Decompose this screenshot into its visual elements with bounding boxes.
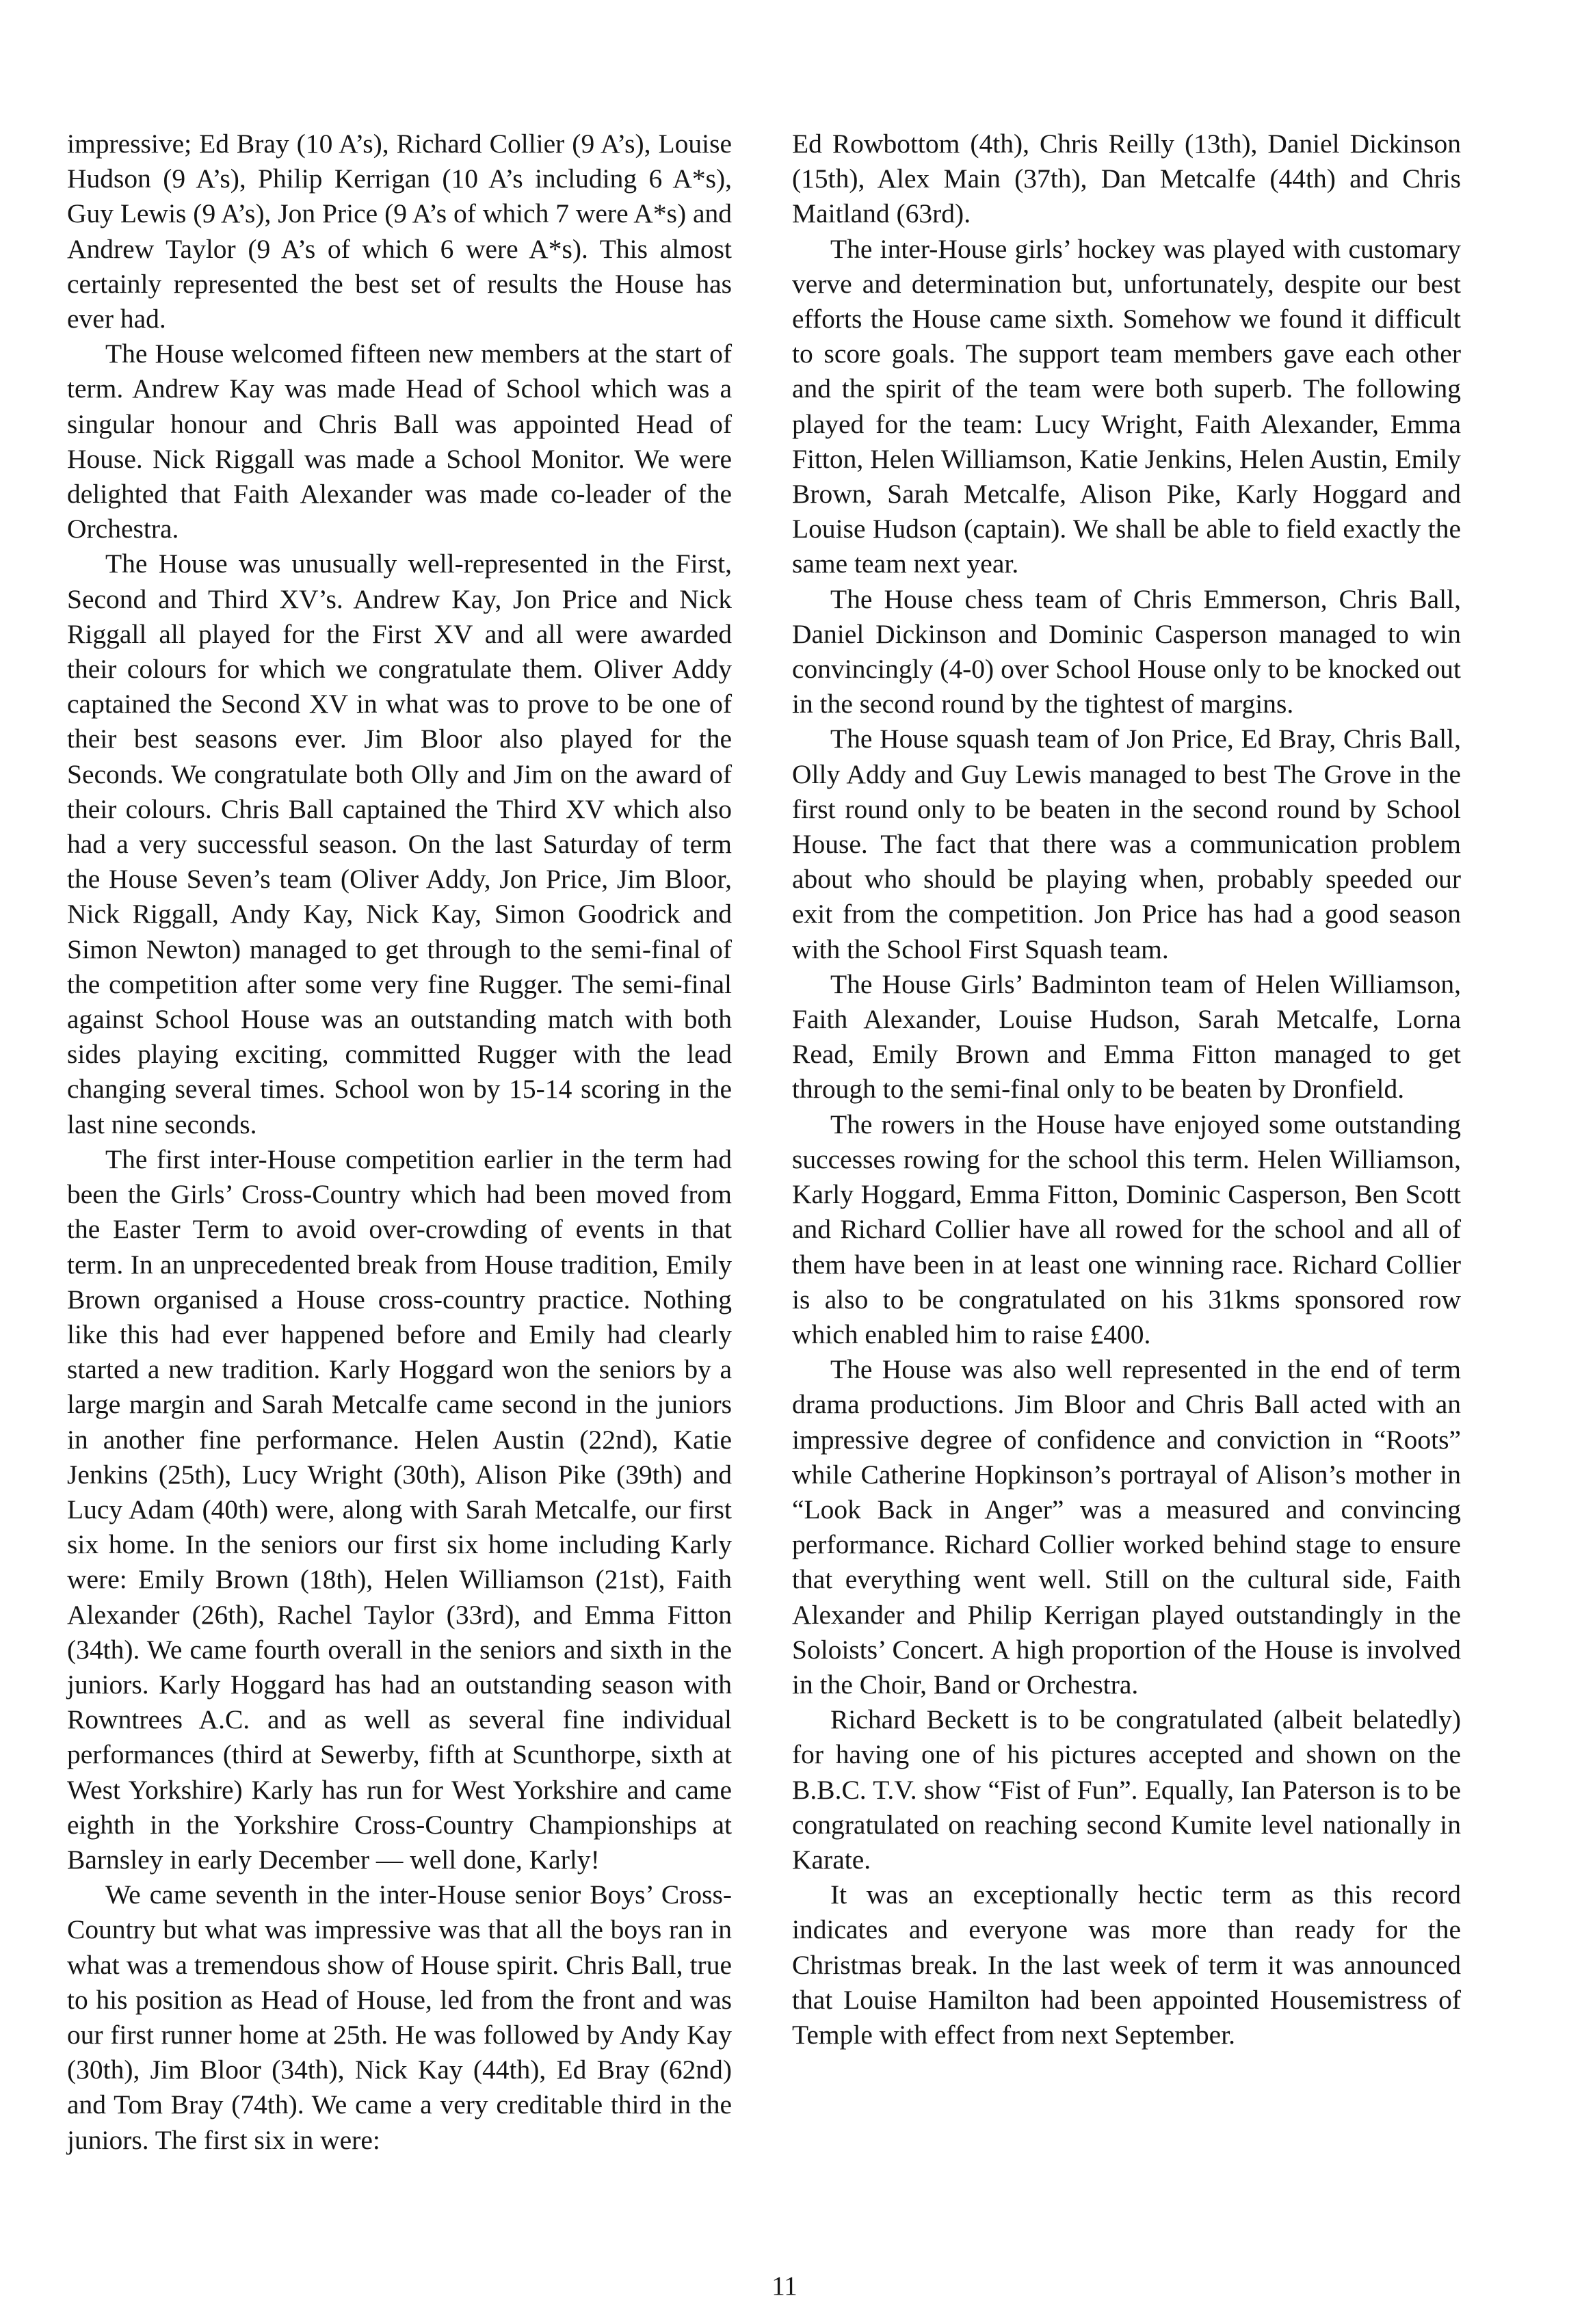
- paragraph-squash: The House squash team of Jon Price, Ed Bray, Chris Ball, Olly Addy and Guy Lewis managed to best The Grove in the first round only to be beaten in the second round by School House. The fact that there was a communication problem about who should be playing when, probably speeded our exit from the competition. Jon Price has had a good season with the School First Squash team.: [792, 724, 1461, 964]
- paragraph-boys-cross-country: We came seventh in the inter-House senior Boys’ Cross-Country but what was impressive was that all the boys ran in what was a tremendous show of House spirit. Chris Ball, true to his position as Head of House, led from the front and was our first runner home at 25th. He was followed by Andy Kay (30th), Jim Bloor (34th), Nick Kay (44th), Ed Bray (62nd) and Tom Bray (74th). We came a very creditable third in the juniors. The first six in were:: [67, 1879, 732, 2155]
- paragraph-new-members: The House welcomed fifteen new members at the start of term. Andrew Kay was made Head of School which was a singular honour and Chris Ball was appointed Head of House. Nick Riggall was made a School Monitor. We were delighted that Faith Alexander was made co-leader of the Orchestra.: [67, 339, 732, 544]
- paragraph-exam-results: impressive; Ed Bray (10 A’s), Richard Collier (9 A’s), Louise Hudson (9 A’s), Philip Kerrigan (10 A’s including 6 A*s), Guy Lewis (9 A’s), Jon Price (9 A’s of which 7 were A*s) and Andrew Taylor (9 A’s of which 6 were A*s). This almost certainly represented the best set of results the House has ever had.: [67, 129, 733, 334]
- paragraph-girls-cross-country: The first inter-House competition earlier in the term had been the Girls’ Cross-Country which had been moved from the Easter Term to avoid over-crowding of events in that term. In an unprecedented break from House tradition, Emily Brown organised a House cross-country practice. Nothing like this had ever happened before and Emily had clearly started a new tradition. Karly Hoggard won the seniors by a large margin and Sarah Metcalfe came second in the juniors in another fine performance. Helen Austin (22nd), Katie Jenkins (25th), Lucy Wright (30th), Alison Pike (39th) and Lucy Adam (40th) were, along with Sarah Metcalfe, our first six home. In the seniors our first six home including Karly were: Emily Brown (18th), Helen Williamson (21st), Faith Alexander (26th), Rachel Taylor (33rd), and Emma Fitton (34th). We came fourth overall in the seniors and sixth in the juniors. Karly Hoggard has had an outstanding season with Rowntrees A.C. and as well as several fine individual performances (third at Sewerby, fifth at Scunthorpe, sixth at West Yorkshire) Karly has run for West Yorkshire and came eighth in the Yorkshire Cross-Country Championships at Barnsley in early December — well done, Karly!: [67, 1144, 732, 1875]
- paragraph-drama: The House was also well represented in the end of term drama productions. Jim Bloor and Chris Ball acted with an impressive degree of confidence and conviction in “Roots” while Catherine Hopkinson’s portrayal of Alison’s mother in “Look Back in Anger” was a measured and convincing performance. Richard Collier worked behind stage to ensure that everything went well. Still on the cultural side, Faith Alexander and Philip Kerrigan played outstandingly in the Soloists’ Concert. A high proportion of the House is involved in the Choir, Band or Orchestra.: [792, 1354, 1461, 1700]
- right-column: [792, 127, 1461, 2052]
- page-number: 11: [772, 2271, 797, 2301]
- paragraph-chess: The House chess team of Chris Emmerson, Chris Ball, Daniel Dickinson and Dominic Casperson managed to win convincingly (4-0) over School House only to be knocked out in the second round by the tightest of margins.: [792, 583, 1461, 719]
- left-column: [67, 127, 732, 2158]
- paragraph-junior-runners: Ed Rowbottom (4th), Chris Reilly (13th), Daniel Dickinson (15th), Alex Main (37th), Dan Metcalfe (44th) and Chris Maitland (63rd).: [792, 129, 1461, 229]
- paragraph-hockey: The inter-House girls’ hockey was played with customary verve and determination but, unfortunately, despite our best efforts the House came sixth. Somehow we found it difficult to score goals. The support team members gave each other and the spirit of the team were both superb. The following played for the team: Lucy Wright, Faith Alexander, Emma Fitton, Helen Williamson, Katie Jenkins, Helen Austin, Emily Brown, Sarah Metcalfe, Alison Pike, Karly Hoggard and Louise Hudson (captain). We shall be able to field exactly the same team next year.: [792, 233, 1461, 579]
- paragraph-achievements: Richard Beckett is to be congratulated (albeit belatedly) for having one of his pictures accepted and shown on the B.B.C. T.V. show “Fist of Fun”. Equally, Ian Paterson is to be congratulated on reaching second Kumite level nationally in Karate.: [792, 1704, 1461, 1875]
- paragraph-badminton: The House Girls’ Badminton team of Helen Williamson, Faith Alexander, Louise Hudson, Sarah Metcalfe, Lorna Read, Emily Brown and Emma Fitton managed to get through to the semi-final only to be beaten by Dronfield.: [792, 968, 1461, 1105]
- paragraph-rowing: The rowers in the House have enjoyed some outstanding successes rowing for the school this term. Helen Williamson, Karly Hoggard, Emma Fitton, Dominic Casperson, Ben Scott and Richard Collier have all rowed for the school and all of them have been in at least one winning race. Richard Collier is also to be congratulated on his 31kms sponsored row which enabled him to raise £400.: [792, 1109, 1461, 1349]
- paragraph-rugby: The House was unusually well-represented in the First, Second and Third XV’s. Andrew Kay, Jon Price and Nick Riggall all played for the First XV and all were awarded their colours for which we congratulate them. Oliver Addy captained the Second XV in what was to prove to be one of their best seasons ever. Jim Bloor also played for the Seconds. We congratulate both Olly and Jim on the award of their colours. Chris Ball captained the Third XV which also had a very successful season. On the last Saturday of term the House Seven’s team (Oliver Addy, Jon Price, Jim Bloor, Nick Riggall, Andy Kay, Nick Kay, Simon Goodrick and Simon Newton) managed to get through to the semi-final of the competition after some very fine Rugger. The semi-final against School House was an outstanding match with both sides playing exciting, committed Rugger with the lead changing several times. School won by 15-14 scoring in the last nine seconds.: [67, 549, 732, 1139]
- paragraph-closing: It was an exceptionally hectic term as this record indicates and everyone was more than ready for the Christmas break. In the last week of term it was announced that Louise Hamilton had been appointed Housemistress of Temple with effect from next September.: [792, 1879, 1461, 2050]
